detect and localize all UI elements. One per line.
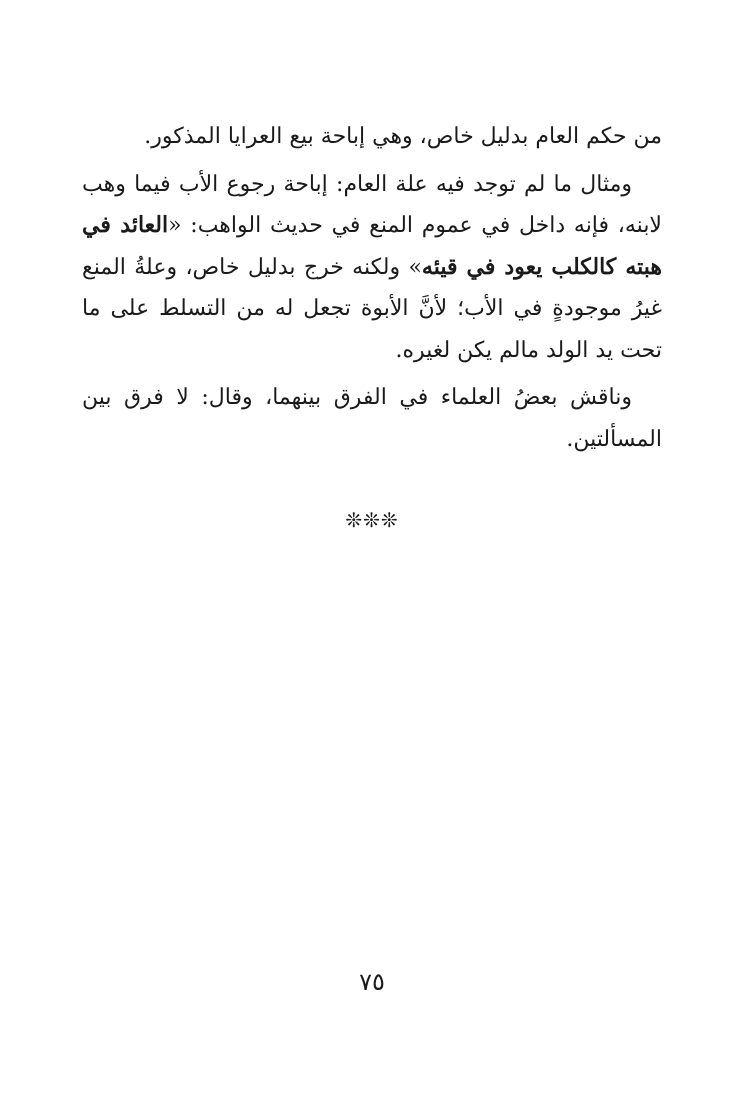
paragraph-continuation xyxy=(82,116,662,158)
page-number: ٧٥ xyxy=(359,968,385,996)
body-text xyxy=(82,116,662,466)
section-separator: ❊❊❊ xyxy=(345,508,399,532)
paragraph-discussion xyxy=(82,377,662,460)
paragraph-1-text: من حكم العام بدليل خاص، وهي إباحة بيع العرايا المذكور. xyxy=(144,124,662,149)
paragraph-example xyxy=(82,164,662,372)
hadith-quote: العائد في هبته كالكلب يعود في قيئه xyxy=(82,212,662,280)
paragraph-2-text-start: ومثال ما لم توجد فيه علة العام: إباحة رجوع الأب فيما وهب لابنه، فإنه داخل في عموم المنع في حديث الواهب: « xyxy=(82,171,662,238)
paragraph-2-text-end: » ولكنه خرج بدليل خاص، وعلةُ المنع غيرُ موجودةٍ في الأب؛ لأنَّ الأبوة تجعل له من التسلط على ما تحت يد الولد مالم يكن لغيره. xyxy=(82,254,662,363)
paragraph-3-text: وناقش بعضُ العلماء في الفرق بينهما، وقال: لا فرق بين المسألتين. xyxy=(82,385,662,452)
